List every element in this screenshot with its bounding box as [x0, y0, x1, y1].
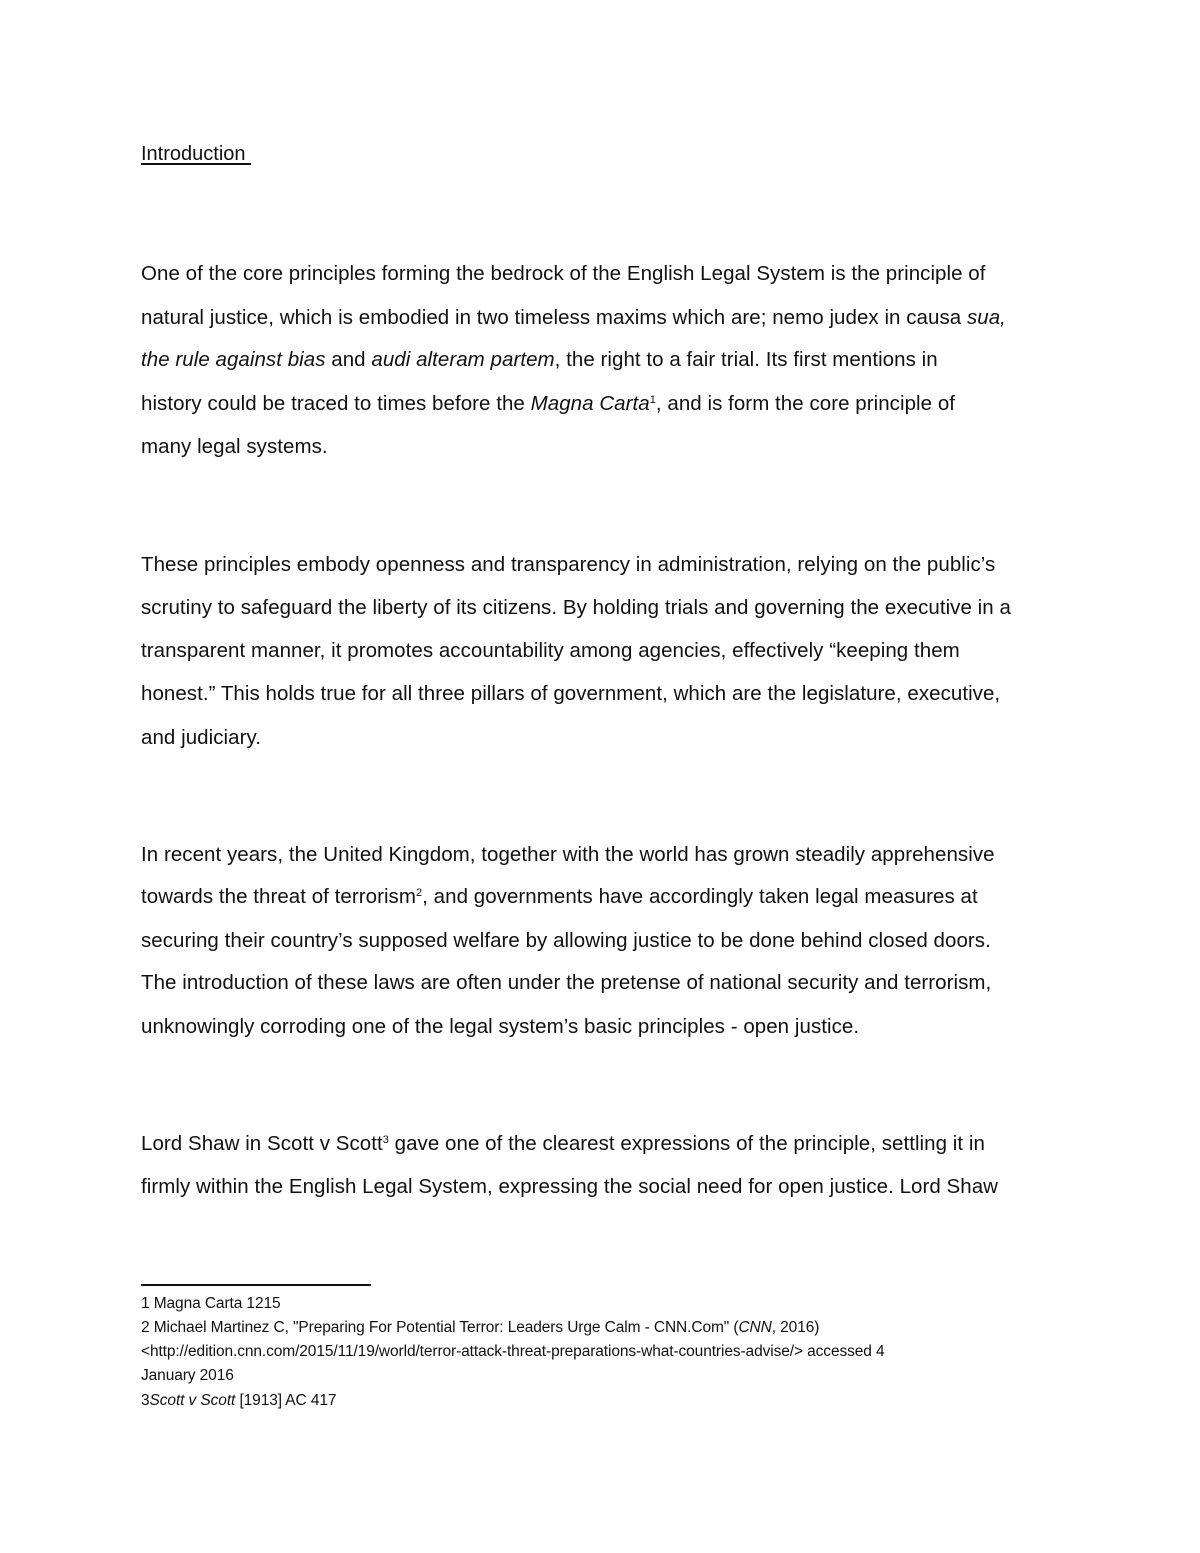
text-span: history could be traced to times before the — [141, 392, 531, 415]
paragraph-1-line-5: many legal systems. — [141, 435, 328, 458]
footnote-2-continued: January 2016 — [141, 1367, 234, 1384]
paragraph-2-line-2: scrutiny to safeguard the liberty of its citizens. By holding trials and governing the executive in a — [141, 596, 1011, 619]
paragraph-3-line-2 — [141, 885, 978, 909]
paragraph-1-line-1: One of the core principles forming the bedrock of the English Legal System is the principle of — [141, 262, 986, 285]
paragraph-1-line-2 — [141, 306, 1006, 330]
footnote-ref-1[interactable]: 1 — [649, 394, 656, 406]
text-span: Lord Shaw in Scott v Scott — [141, 1132, 383, 1155]
footnote-3 — [141, 1392, 336, 1410]
italic-text: Scott v Scott — [149, 1392, 236, 1409]
italic-text: CNN — [738, 1319, 772, 1336]
footnote-1: 1 Magna Carta 1215 — [141, 1295, 281, 1312]
text-span: , and is form the core principle of — [655, 392, 956, 415]
paragraph-1-line-3 — [141, 348, 938, 372]
footnote-2-url[interactable]: <http://edition.cnn.com/2015/11/19/world/terror-attack-threat-preparations-what-countries-advise/> accessed 4 — [141, 1343, 885, 1360]
paragraph-4-line-2: firmly within the English Legal System, expressing the social need for open justice. Lord Shaw — [141, 1175, 999, 1198]
text-span: and — [325, 348, 372, 371]
italic-text: the rule against bias — [141, 348, 326, 371]
paragraph-3-line-3: securing their country’s supposed welfare by allowing justice to be done behind closed doors. — [141, 929, 991, 952]
paragraph-2-line-4: honest.” This holds true for all three pillars of government, which are the legislature, executive, — [141, 682, 1001, 705]
italic-text: audi alteram partem — [371, 348, 555, 371]
footnote-separator — [141, 1284, 371, 1286]
paragraph-4-line-1 — [141, 1132, 985, 1156]
paragraph-3-line-4: The introduction of these laws are often under the pretense of national security and terrorism, — [141, 971, 992, 994]
footnote-2 — [141, 1319, 819, 1337]
text-span: gave one of the clearest expressions of the principle, settling it in — [388, 1132, 985, 1155]
text-span: 3 — [141, 1392, 150, 1409]
paragraph-2-line-5: and judiciary. — [141, 726, 261, 749]
paragraph-2-line-3: transparent manner, it promotes accountability among agencies, effectively “keeping them — [141, 639, 960, 662]
paragraph-3-line-5: unknowingly corroding one of the legal system’s basic principles - open justice. — [141, 1015, 860, 1038]
footnote-ref-2[interactable]: 2 — [416, 887, 423, 899]
text-span: natural justice, which is embodied in two timeless maxims which are; nemo judex in causa — [141, 306, 967, 329]
italic-text: sua, — [966, 306, 1006, 329]
section-heading: Introduction — [141, 143, 252, 165]
text-span: , 2016) — [771, 1319, 820, 1336]
footnote-ref-3[interactable]: 3 — [382, 1134, 389, 1146]
paragraph-1-line-4 — [141, 392, 955, 416]
text-span: [1913] AC 417 — [235, 1392, 337, 1409]
italic-text: Magna Carta — [530, 392, 650, 415]
text-span: 2 Michael Martinez C, "Preparing For Potential Terror: Leaders Urge Calm - CNN.Com" ( — [141, 1319, 739, 1336]
text-span: towards the threat of terrorism — [141, 885, 416, 908]
text-span: , and governments have accordingly taken legal measures at — [422, 885, 978, 908]
paragraph-2-line-1: These principles embody openness and transparency in administration, relying on the public’s — [141, 553, 996, 576]
text-span: , the right to a fair trial. Its first mentions in — [554, 348, 938, 371]
paragraph-3-line-1: In recent years, the United Kingdom, together with the world has grown steadily apprehensive — [141, 843, 995, 866]
